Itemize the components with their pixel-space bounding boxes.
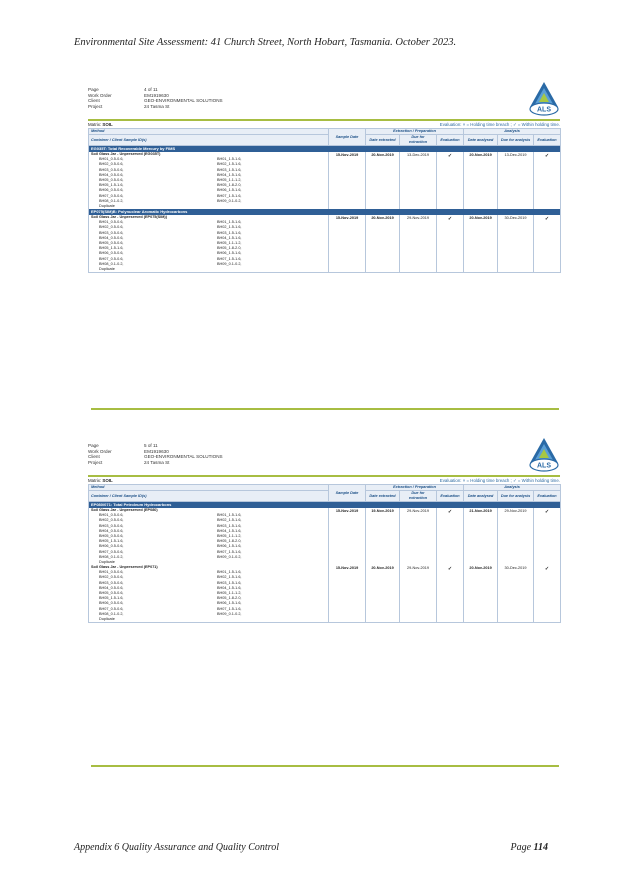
sample-id: BH05_1.1-1.2, — [217, 533, 242, 538]
container-row — [89, 508, 561, 565]
als-logo — [528, 437, 560, 473]
container-cell — [89, 508, 329, 565]
meta-client: GEO-ENVIRONMENTAL SOLUTIONS — [144, 454, 223, 460]
sample-id: BH04_1.5-1.6, — [217, 172, 242, 177]
footer-appendix-title: Appendix 6 Quality Assurance and Quality Control — [74, 842, 279, 853]
sample-id: BH03_1.5-1.6, — [217, 167, 242, 172]
footer-page-number — [511, 842, 549, 853]
matrix-label: Matrix: — [88, 122, 103, 127]
col-evaluation: Evaluation — [534, 135, 561, 146]
date-analysed: 20-Nov-2019 — [464, 215, 498, 273]
sample-id: BH05_1.1-1.2, — [217, 241, 242, 245]
sample-id: BH07_1.5-1.6, — [217, 549, 242, 554]
section-divider — [91, 765, 559, 767]
sample-date: 15-Nov-2019 — [329, 508, 366, 565]
col-method: Method — [89, 485, 329, 491]
sample-id: BH03_0.5-0.6, — [99, 523, 124, 528]
due-for-analysis: 29-Nov-2019 — [498, 508, 534, 565]
sample-id: BH05_0.5-0.6, — [99, 241, 124, 245]
sample-date: 15-Nov-2019 — [329, 565, 366, 623]
meta-label: Page — [88, 443, 99, 448]
sample-date: 15-Nov-2019 — [329, 215, 366, 273]
sample-id: BH08_0.1-0.2, — [99, 554, 124, 559]
sample-id: BH05_1.8-2.0, — [217, 183, 242, 188]
col-due-extraction: Due for extraction — [400, 135, 437, 146]
col-container: Container / Client Sample ID(s) — [89, 491, 329, 502]
sample-id: BH06_1.5-1.6, — [217, 251, 242, 256]
sample-id: BH05_0.5-0.6, — [99, 533, 124, 538]
sample-id: BH06_0.5-0.6, — [99, 544, 124, 549]
document-header-title: Environmental Site Assessment: 41 Church Street, North Hobart, Tasmania. October 2023. — [74, 37, 457, 48]
matrix-info — [88, 478, 113, 484]
container-name: Soil Glass Jar - Unpreserved (EP071) — [91, 565, 158, 570]
sample-list — [91, 220, 326, 272]
sample-id: BH09_0.1-0.2, — [217, 554, 242, 559]
col-date-analysed: Date analysed — [464, 491, 498, 502]
container-name: Soil Glass Jar - Unpreserved (EG035T) — [91, 152, 161, 156]
container-cell — [89, 215, 329, 273]
method-name: EG035T: Total Recoverable Mercury by FIMS — [89, 146, 561, 153]
sample-id: BH07_0.5-0.6, — [99, 606, 124, 611]
col-date-extracted: Date extracted — [366, 491, 400, 502]
matrix-value: SOIL — [102, 478, 113, 483]
evaluation-tick: ✓ — [534, 152, 561, 209]
evaluation-tick: ✓ — [534, 508, 561, 565]
date-analysed: 20-Nov-2019 — [464, 565, 498, 623]
sample-id: BH04_1.5-1.6, — [217, 585, 242, 590]
sample-id: BH08_0.1-0.2, — [99, 198, 124, 203]
due-for-extraction: 13-Dec-2019 — [400, 152, 437, 209]
meta-work-order: EM1919630 — [144, 92, 169, 98]
meta-label: Client — [88, 98, 100, 104]
sample-id: BH06_0.5-0.6, — [99, 601, 124, 606]
sample-id: BH01_1.5-1.6, — [217, 570, 242, 575]
holding-time-table — [88, 484, 561, 623]
col-analysis-group: Analysis — [464, 129, 561, 135]
date-extracted: 20-Nov-2019 — [366, 215, 400, 273]
sample-id: BH05_1.1-1.2, — [217, 591, 242, 595]
col-evaluation: Evaluation — [437, 135, 464, 146]
meta-page: 4 of 11 — [144, 87, 158, 92]
sample-id: Duplicate — [99, 266, 115, 271]
sample-id: BH01_0.5-0.6, — [99, 157, 124, 162]
date-extracted: 20-Nov-2019 — [366, 565, 400, 623]
sample-id: BH08_0.1-0.2, — [99, 611, 124, 616]
container-cell — [89, 152, 329, 209]
logo-text: ALS — [537, 106, 551, 114]
evaluation-tick: ✓ — [534, 215, 561, 273]
sample-id: BH05_1.8-2.0, — [217, 539, 242, 544]
sample-id: BH04_0.5-0.6, — [99, 235, 124, 240]
col-container: Container / Client Sample ID(s) — [89, 135, 329, 146]
sample-id: BH05_1.5-1.6, — [99, 246, 124, 251]
evaluation-legend: Evaluation: × = Holding time breach ; ✓ = Within holding time. — [439, 122, 560, 127]
container-cell — [89, 565, 329, 623]
sample-id: BH07_1.5-1.6, — [217, 193, 242, 198]
container-name: Soil Glass Jar - Unpreserved (EP080) — [91, 508, 158, 512]
sample-id: BH02_0.5-0.6, — [99, 162, 124, 167]
sample-id: BH02_0.5-0.6, — [99, 575, 124, 580]
report-page-5 — [88, 443, 560, 623]
sample-id: BH05_1.5-1.6, — [99, 539, 124, 544]
col-sample-date: Sample Date — [329, 129, 366, 146]
meta-label: Project — [88, 103, 103, 109]
sample-id: BH09_0.1-0.2, — [217, 198, 242, 203]
sample-id: BH05_1.8-2.0, — [217, 246, 242, 251]
sample-id: BH04_1.5-1.6, — [217, 528, 242, 533]
evaluation-tick: ✓ — [437, 152, 464, 209]
sample-id: BH04_0.5-0.6, — [99, 172, 124, 177]
sample-id: Duplicate — [99, 616, 115, 621]
due-for-extraction: 29-Nov-2019 — [400, 565, 437, 623]
evaluation-tick: ✓ — [437, 508, 464, 565]
als-logo — [528, 81, 560, 117]
sample-id: Duplicate — [99, 203, 115, 208]
sample-id: BH01_1.5-1.6, — [217, 220, 242, 225]
sample-id: BH03_1.5-1.6, — [217, 230, 242, 235]
sample-list — [91, 513, 326, 565]
sample-id: BH03_1.5-1.6, — [217, 523, 242, 528]
sample-id: BH06_0.5-0.6, — [99, 188, 124, 193]
container-name: Soil Glass Jar - Unpreserved (EP075(SIM)) — [91, 215, 167, 220]
meta-label: Work Order — [88, 92, 112, 98]
meta-project: 24 Tasma St — [144, 459, 170, 465]
holding-time-table — [88, 128, 561, 273]
due-for-analysis: 30-Dec-2019 — [498, 565, 534, 623]
col-date-analysed: Date analysed — [464, 135, 498, 146]
sample-id: BH04_1.5-1.6, — [217, 235, 242, 240]
sample-id: BH03_0.5-0.6, — [99, 580, 124, 585]
sample-id: BH07_0.5-0.6, — [99, 549, 124, 554]
col-analysis-group: Analysis — [464, 485, 561, 491]
sample-id: BH05_1.5-1.6, — [99, 596, 124, 601]
report-meta — [88, 443, 560, 473]
report-page-4 — [88, 87, 560, 273]
sample-id: BH07_0.5-0.6, — [99, 193, 124, 198]
col-extraction-group: Extraction / Preparation — [366, 129, 464, 135]
footer-page-label: Page — [510, 842, 534, 853]
sample-id: BH02_1.5-1.6, — [217, 162, 242, 167]
sample-id: BH07_1.5-1.6, — [217, 256, 242, 261]
evaluation-legend: Evaluation: × = Holding time breach ; ✓ = Within holding time. — [439, 478, 560, 483]
due-for-analysis: 30-Dec-2019 — [498, 215, 534, 273]
sample-id: BH09_0.1-0.2, — [217, 261, 242, 266]
sample-id: BH02_1.5-1.6, — [217, 225, 242, 230]
col-evaluation: Evaluation — [437, 491, 464, 502]
sample-id: BH05_1.8-2.0, — [217, 596, 242, 601]
sample-id: BH01_0.5-0.6, — [99, 513, 124, 518]
sample-id: BH06_1.5-1.6, — [217, 601, 242, 606]
method-name: EP075(SIM)B: Polynuclear Aromatic Hydrocarbons — [89, 209, 561, 215]
due-for-extraction: 29-Nov-2019 — [400, 215, 437, 273]
sample-id: BH07_0.5-0.6, — [99, 256, 124, 261]
sample-id: BH01_0.5-0.6, — [99, 570, 124, 575]
matrix-info — [88, 122, 113, 128]
sample-id: BH08_0.1-0.2, — [99, 261, 124, 266]
sample-id: BH01_1.5-1.6, — [217, 157, 242, 162]
section-divider — [91, 408, 559, 410]
col-due-extraction: Due for extraction — [400, 491, 437, 502]
sample-id: BH04_0.5-0.6, — [99, 585, 124, 590]
meta-label: Project — [88, 459, 103, 465]
meta-label: Client — [88, 454, 100, 460]
sample-id: BH02_0.5-0.6, — [99, 225, 124, 230]
sample-id: BH07_1.5-1.6, — [217, 606, 242, 611]
sample-id: BH05_1.1-1.2, — [217, 177, 242, 182]
sample-id: BH05_0.5-0.6, — [99, 591, 124, 595]
header-divider — [88, 119, 560, 121]
evaluation-tick: ✓ — [437, 215, 464, 273]
header-divider — [88, 475, 560, 477]
meta-label: Page — [88, 87, 99, 92]
sample-id: Duplicate — [99, 559, 115, 564]
col-date-extracted: Date extracted — [366, 135, 400, 146]
container-row — [89, 215, 561, 273]
evaluation-tick: ✓ — [437, 565, 464, 623]
col-method: Method — [89, 129, 329, 135]
sample-id: BH01_0.5-0.6, — [99, 220, 124, 225]
sample-id: BH09_0.1-0.2, — [217, 611, 242, 616]
sample-list — [91, 157, 326, 209]
container-row — [89, 565, 561, 623]
due-for-analysis: 13-Dec-2019 — [498, 152, 534, 209]
col-due-analysis: Due for analysis — [498, 491, 534, 502]
col-evaluation: Evaluation — [534, 491, 561, 502]
col-extraction-group: Extraction / Preparation — [366, 485, 464, 491]
date-analysed: 20-Nov-2019 — [464, 152, 498, 209]
sample-id: BH02_1.5-1.6, — [217, 518, 242, 523]
report-meta — [88, 87, 560, 117]
sample-id: BH03_0.5-0.6, — [99, 230, 124, 235]
col-due-analysis: Due for analysis — [498, 135, 534, 146]
sample-id: BH04_0.5-0.6, — [99, 528, 124, 533]
meta-page: 5 of 11 — [144, 443, 158, 448]
sample-id: BH03_0.5-0.6, — [99, 167, 124, 172]
date-analysed: 21-Nov-2019 — [464, 508, 498, 565]
sample-id: BH03_1.5-1.6, — [217, 580, 242, 585]
sample-id: BH02_0.5-0.6, — [99, 518, 124, 523]
sample-date: 15-Nov-2019 — [329, 152, 366, 209]
due-for-extraction: 29-Nov-2019 — [400, 508, 437, 565]
footer-page-value: 114 — [533, 842, 548, 853]
sample-id: BH06_1.5-1.6, — [217, 544, 242, 549]
sample-id: BH05_1.5-1.6, — [99, 183, 124, 188]
meta-work-order: EM1919630 — [144, 448, 169, 454]
sample-id: BH02_1.5-1.6, — [217, 575, 242, 580]
date-extracted: 19-Nov-2019 — [366, 508, 400, 565]
evaluation-tick: ✓ — [534, 565, 561, 623]
sample-id: BH06_0.5-0.6, — [99, 251, 124, 256]
meta-label: Work Order — [88, 448, 112, 454]
method-name: EP080/071: Total Petroleum Hydrocarbons — [89, 502, 561, 509]
meta-client: GEO-ENVIRONMENTAL SOLUTIONS — [144, 98, 223, 104]
date-extracted: 20-Nov-2019 — [366, 152, 400, 209]
matrix-value: SOIL — [102, 122, 113, 127]
col-sample-date: Sample Date — [329, 485, 366, 502]
sample-id: BH06_1.5-1.6, — [217, 188, 242, 193]
sample-id: BH05_0.5-0.6, — [99, 177, 124, 182]
sample-id: BH01_1.5-1.6, — [217, 513, 242, 518]
logo-text: ALS — [537, 462, 551, 470]
container-row — [89, 152, 561, 209]
sample-list — [91, 570, 326, 622]
meta-project: 24 Tasma St — [144, 103, 170, 109]
matrix-label: Matrix: — [88, 478, 103, 483]
